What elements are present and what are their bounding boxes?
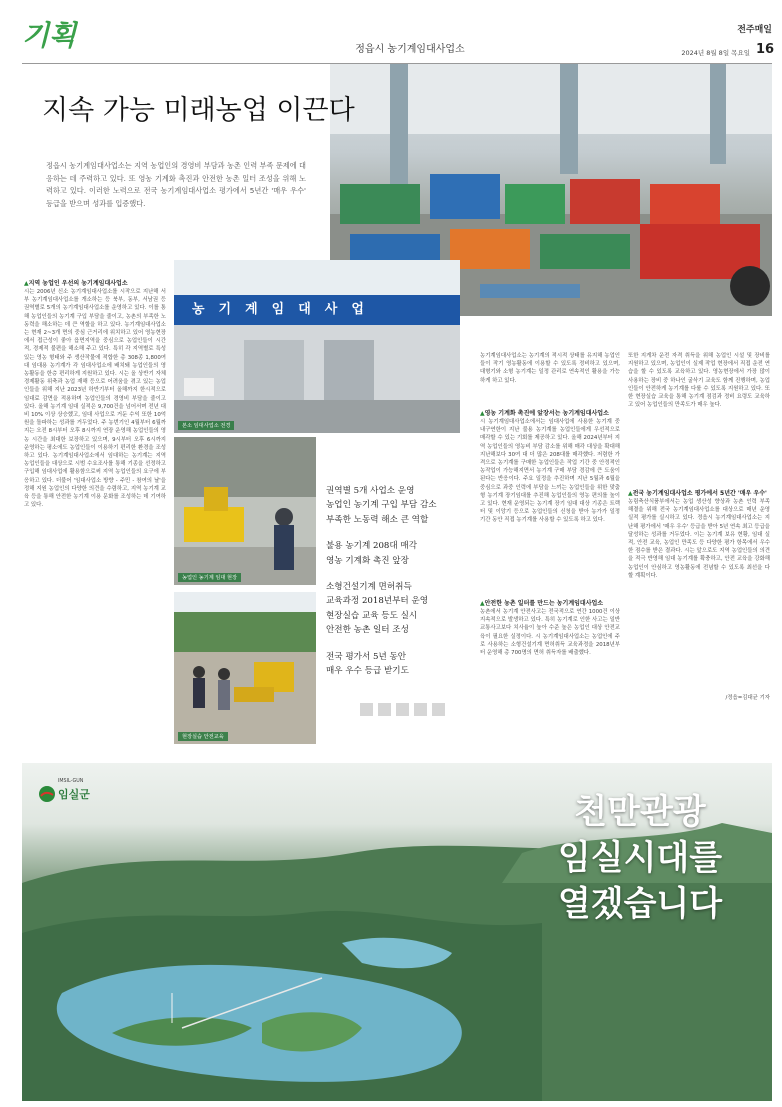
slogan-line: 천만관광	[574, 792, 706, 832]
photo2-caption: 농업인 농기계 임대 현장	[178, 573, 241, 582]
pull-quote-line: 농업인 농기계 구입 부담 감소	[326, 500, 437, 511]
column-4	[628, 352, 770, 745]
section4-body: 농림축산식품부에서는 농업 생산성 향상과 농촌 인력 부족 해결을 위해 전국 농기계임대사업소를 대상으로 매년 운영 실적 평가를 실시하고 있다. 정읍시 농기계임대사업소는 지난해 평가에서 '매우 우수' 등급을 받아 5년 연속 최고 등급을 달성하는 성과를 거두었다. 이는 농기계 보유 현황, 임대 실적, 안전 교육, 농업인 만족도 등 다양한 평가 항목에서 우수한 점수를 받은 결과다. 시는 앞으로도 지역 농업인들의 의견을 적극 반영해 임대 농기계를 확충하고, 안전 교육을 강화해 농업인이 안심하고 영농활동에 전념할 수 있도록 최선을 다할 계획이다.	[628, 499, 770, 579]
section2-heading: ▲영농 기계화 촉진에 앞장서는 농기계임대사업소	[480, 410, 609, 417]
column4-intro: 또한 지게차 운전 자격 취득을 위해 농업인 시설 및 장비를 지원하고 있으며, 농업인이 실제 작업 현장에서 직접 운전 연습을 할 수 있도록 교육하고 있다. 영농현장에서 가장 많이 사용하는 장비 중 하나인 굴삭기 교육도 함께 진행하며, 농업인들이 안전하게 농기계를 다룰 수 있도록 지원하고 있다. 또한 현장실습 교육을 통해 농기계 점검과 정비 요령도 교육하고 있어 농업인들의 만족도가 매우 높다.	[628, 353, 770, 409]
imsil-logo-en: IMSIL-GUN	[58, 779, 84, 784]
imsil-logo-ko: 임실군	[58, 788, 90, 801]
section1-body: 시는 2006년 신소 농기계임대사업소를 시작으로 지난해 서부 농기계임대사업소를 개소하는 등 북부, 동부, 서남권 등 권역별로 5개의 농기계임대사업소를 운영하고 있다. 이를 통해 농업인들의 농기계 구입 부담을 줄이고, 농촌의 부족한 노동력을 해소하는 데 큰 역할을 하고 있다. 농기계임대사업소는 현재 2~3개 면의 중심 근거리에 위치하고 있어 영농현장에서 접근성이 좋아 읍면지역을 중심으로 농업인들이 시간적, 경제적 불편을 해소해 주고 있다. 특히 각 지역별로 특성 있는 영농 형태와 주 생산작물에 적합한 총 308종 1,800여 대 임대용 농기계가 각 임대사업소에 배치돼 농업인들의 영농활동을 한층 편리하게 지원하고 있다. 시는 올 상반기 자체 경제활동 위축과 농업 재해 등으로 어려움을 겪고 있는 농업인들을 위해 지난 2023년 하반기부터 올해까지 한시적으로 임대료 감면을 적용하며 농업인들의 경영비 부담을 줄이고 있다. 올해 농기계 임대 실적은 9,700건을 넘어서며 전년 대비 10% 이상 상승했고, 임대 사업으로 거둔 수익 또한 10억 원을 돌파하는 성과를 거두었다. 주 농번기인 4월부터 6월까지는 오전 8시부터 오후 8시까지 연장 운영해 농업인들의 영농 시간을 최대한 보장하고 있으며, 9시부터 오후 6시까지 운영하는 평소에도 농업인들이 이용하기 편리한 환경을 조성하고 있다. 농기계임대사업소에서 임대하는 농기계는 지역 농업인들을 대상으로 시범 수요조사를 통해 기종을 선정하고 구입해 임대사업에 활용함으로써 지역 농업인들의 요구에 부응하고 있다. 더불어 '임대사업소 방향 - 주민 - 참여의 날'을 정해 지원 농업인의 다양한 의견을 수렴하고, 지역 농기계 교육 등을 통해 안전한 농기계 이용 문화를 조성하는 데 기여하고 있다.	[24, 289, 166, 509]
lead-paragraph: 정읍시 농기계임대사업소는 지역 농업인의 경영비 부담과 농촌 인력 부족 문제에 대응하는 데 주력하고 있다. 또 영농 기계화 촉진과 안전한 농촌 일터 조성을 위해 노력하고 있다. 이러한 노력으로 전국 농기계임대사업소 평가에서 5년간 '매우 우수' 등급을 받으며 성과를 입증했다.	[46, 161, 306, 208]
column3-intro: 농기계임대사업소는 농기계의 적시적 상태를 유지해 농업인들이 작기 영농활동에 이용할 수 있도록 정비하고 있으며, 대형기와 소형 농기계는 일정 관리로 연속적인 활용을 가능하게 하고 있다.	[480, 353, 620, 384]
slogan-line: 열겠습니다	[557, 884, 723, 924]
issue-date: 2024년 8월 8일 목요일	[681, 49, 750, 57]
newspaper-name: 전주매일	[737, 25, 772, 35]
building-illustration	[174, 260, 460, 433]
page-number: 16	[756, 42, 775, 57]
training-photo	[174, 592, 316, 744]
building-sign: 농기계임대사업	[192, 302, 378, 317]
pull-quote-line: 전국 평가서 5년 동안	[326, 651, 407, 662]
headline: 지속 가능 미래농업 이끈다	[42, 95, 355, 126]
section-title: 정읍시 농기계임대사업소	[355, 44, 465, 55]
section-logo: 기획	[22, 19, 77, 52]
rental-illustration	[174, 437, 316, 585]
section3-body: 농촌에서 농기계 안전사고는 전국적으로 연간 1000건 이상 지속적으로 발생하고 있다. 특히 농기계로 인한 사고는 일반 교통사고보다 치사율이 높아 수준 높은 농업인 대상 안전교육이 필요한 실정이다. 시 농기계임대사업소는 농업인에 주로 사용하는 소형건설기계 면허취득 교육과정을 2018년부터 운영해 총 700명의 면허 취득자를 배출했다.	[480, 609, 620, 657]
advert-slogan	[522, 789, 758, 927]
building-photo	[174, 260, 460, 433]
decorative-squares	[360, 703, 460, 719]
pull-quote-line: 매우 우수 등급 받기도	[326, 666, 409, 677]
rental-photo	[174, 437, 316, 585]
imsil-advertisement	[22, 763, 772, 1101]
imsil-emblem-icon	[38, 785, 56, 803]
section2-body: 시 농기계임대사업소에서는 임대사업에 사용한 농기계 중 내구연한이 지난 불용 농기계를 농업인들에게 우선적으로 매각할 수 있는 기회를 제공하고 있다. 올해 2024년부터 지역 농업인들의 영농비 부담 감소를 위해 매각 대상을 확대해 지난해보다 30여 대 더 많은 208대를 매각했다. 저렴한 가격으로 농기계를 구매한 농업인들은 작업 기간 중 안정적인 농작업이 가능해지면서 농기계 구매 부담 경감에 큰 도움이 된다는 반응이다. 주요 일정을 추진하며 지난 5월과 6월을 중심으로 과중 인력에 부담을 느끼는 농업인들을 위한 맞춤형 농기계 장기임대를 추진해 농업인들의 영농 편의를 높이고 있다. 현재 운영되는 농기계 장기 임대 대상 기종은 트랙터 및 이앙기 등으로 농업인들의 신청을 받아 농가가 일정 기간 동안 직접 농기계를 사용할 수 있도록 하고 있다.	[480, 419, 620, 524]
byline: /정읍=김대균 기자	[725, 695, 770, 701]
column-1	[24, 280, 166, 748]
pull-quote-line: 교육과정 2018년부터 운영	[326, 596, 429, 607]
photo3-caption: 현장실습 안전교육	[178, 732, 228, 741]
section1-heading: ▲지역 농업인 우선의 농기계임대사업소	[24, 280, 128, 287]
pull-quote	[326, 484, 476, 678]
imsil-logo	[38, 777, 98, 805]
section4-heading: ▲전국 농기계임대사업소 평가에서 5년간 '매우 우수'	[628, 490, 767, 497]
pull-quote-line: 영농 기계화 촉진 앞장	[326, 555, 409, 566]
pull-quote-line: 소형건설기계 면허취득	[326, 582, 412, 593]
pull-quote-line: 불용 농기계 208대 매각	[326, 541, 418, 552]
pull-quote-line: 권역별 5개 사업소 운영	[326, 486, 415, 496]
slogan-line: 임실시대를	[557, 838, 723, 878]
section3-heading: ▲안전한 농촌 일터를 만드는 농기계임대사업소	[480, 600, 604, 607]
column-3	[480, 352, 620, 745]
training-illustration	[174, 592, 316, 744]
pull-quote-line: 부족한 노동력 해소 큰 역할	[326, 514, 429, 525]
pull-quote-line: 안전한 농촌 일터 조성	[326, 625, 409, 636]
photo1-caption: 본소 임대사업소 전경	[178, 421, 234, 430]
pull-quote-line: 현장실습 교육 등도 실시	[326, 610, 418, 621]
